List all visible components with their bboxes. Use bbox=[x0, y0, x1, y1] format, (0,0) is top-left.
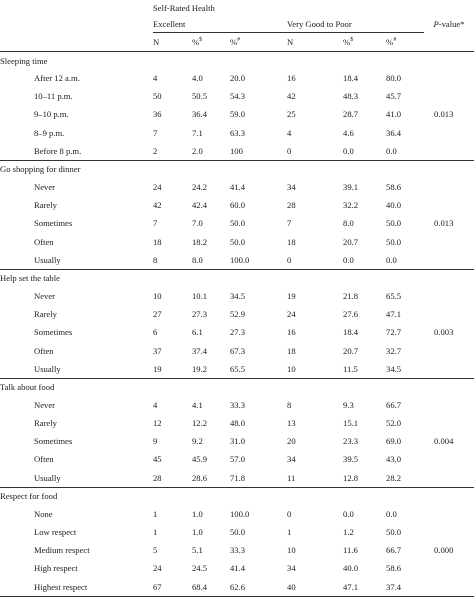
table-cell: 19 bbox=[287, 290, 296, 301]
table-cell: 67.3 bbox=[230, 345, 246, 356]
table-cell: 0.0 bbox=[343, 508, 354, 519]
p-value-blank bbox=[424, 450, 474, 468]
p-value-blank bbox=[424, 69, 474, 87]
table-cell: 50.0 bbox=[230, 236, 246, 247]
header-columns-row bbox=[0, 33, 474, 52]
row-label: Often bbox=[34, 345, 54, 356]
row-label: After 12 a.m. bbox=[34, 73, 80, 84]
table-row bbox=[0, 396, 474, 414]
table-row bbox=[0, 87, 474, 105]
table-cell: 7 bbox=[153, 218, 158, 229]
row-label: 8–9 p.m. bbox=[34, 127, 65, 138]
table-cell: 45.9 bbox=[192, 454, 208, 465]
table-cell: 52.0 bbox=[386, 418, 402, 429]
header-excellent: Excellent bbox=[153, 16, 287, 33]
table-cell: 39.1 bbox=[343, 182, 359, 193]
table-cell: 16 bbox=[287, 327, 296, 338]
row-label: Rarely bbox=[34, 200, 57, 211]
table-row bbox=[0, 142, 474, 161]
table-cell: 24 bbox=[153, 182, 162, 193]
table-cell: 0.0 bbox=[343, 142, 386, 161]
table-cell: 59.0 bbox=[230, 109, 246, 120]
table-cell: 42.4 bbox=[192, 200, 208, 211]
table-cell: 33.3 bbox=[230, 399, 246, 410]
table-cell: 23.3 bbox=[343, 436, 359, 447]
row-label: Usually bbox=[0, 360, 153, 379]
table-cell: 0 bbox=[287, 251, 343, 270]
p-value-blank bbox=[424, 559, 474, 577]
table-cell: 10 bbox=[287, 545, 296, 556]
table-cell: 50.5 bbox=[192, 91, 208, 102]
table-cell: 0.0 bbox=[386, 508, 397, 519]
table-cell: 1.0 bbox=[192, 527, 203, 538]
p-value-blank bbox=[424, 142, 474, 161]
col-n-poor: N bbox=[287, 33, 343, 52]
table-cell: 36 bbox=[153, 109, 162, 120]
table-cell: 16 bbox=[287, 73, 296, 84]
table-cell: 50 bbox=[153, 91, 162, 102]
table-cell: 21.8 bbox=[343, 290, 359, 301]
table-cell: 5 bbox=[153, 545, 158, 556]
table-cell: 50.0 bbox=[386, 527, 402, 538]
table-cell: 28.6 bbox=[192, 469, 230, 488]
table-cell: 71.8 bbox=[230, 469, 287, 488]
p-value-blank bbox=[424, 341, 474, 359]
table-cell: 39.5 bbox=[343, 454, 359, 465]
table-cell: 27.3 bbox=[192, 309, 208, 320]
p-value-cell: 0.000 bbox=[434, 545, 454, 556]
table-cell: 65.5 bbox=[230, 360, 287, 379]
table-cell: 31.0 bbox=[230, 436, 246, 447]
p-value-cell: 0.004 bbox=[434, 436, 454, 447]
table-row bbox=[0, 559, 474, 577]
table-cell: 18.4 bbox=[343, 327, 359, 338]
table-cell: 2 bbox=[153, 142, 192, 161]
table-cell: 54.3 bbox=[230, 91, 246, 102]
table-row bbox=[0, 196, 474, 214]
table-cell: 18 bbox=[153, 236, 162, 247]
table-cell: 10.1 bbox=[192, 290, 208, 301]
p-value-blank bbox=[424, 469, 474, 488]
table-cell: 41.4 bbox=[230, 563, 246, 574]
table-cell: 24 bbox=[287, 309, 296, 320]
table-cell: 48.3 bbox=[343, 91, 359, 102]
table-cell: 66.7 bbox=[386, 545, 402, 556]
p-value-blank bbox=[424, 287, 474, 305]
table-cell: 41.0 bbox=[386, 109, 402, 120]
row-label: Low respect bbox=[34, 527, 77, 538]
table-row bbox=[0, 432, 474, 450]
table-cell: 42 bbox=[153, 200, 162, 211]
header-very-good-to-poor: Very Good to Poor bbox=[287, 16, 424, 33]
p-value-blank bbox=[424, 87, 474, 105]
section-title: Talk about food bbox=[0, 382, 55, 393]
table-row bbox=[0, 505, 474, 523]
table-cell: 40 bbox=[287, 578, 343, 597]
table-row bbox=[0, 469, 474, 488]
table-cell: 28 bbox=[153, 469, 192, 488]
table-cell: 15.1 bbox=[343, 418, 359, 429]
row-label: Usually bbox=[0, 251, 153, 270]
table-cell: 80.0 bbox=[386, 73, 402, 84]
table-cell: 1.0 bbox=[192, 508, 203, 519]
table-cell: 65.5 bbox=[386, 290, 402, 301]
table-header bbox=[0, 0, 474, 52]
table-cell: 1.2 bbox=[343, 527, 354, 538]
table-cell: 7 bbox=[287, 218, 292, 229]
section-header-row bbox=[0, 378, 474, 396]
table-cell: 18.2 bbox=[192, 236, 208, 247]
table-cell: 60.0 bbox=[230, 200, 246, 211]
table-cell: 34 bbox=[287, 454, 296, 465]
table-cell: 10 bbox=[153, 290, 162, 301]
table-cell: 25 bbox=[287, 109, 296, 120]
table-cell: 8.0 bbox=[343, 218, 354, 229]
section-title: Sleeping time bbox=[0, 55, 48, 66]
table-cell: 0 bbox=[287, 508, 292, 519]
table-cell: 4 bbox=[287, 127, 292, 138]
table-row bbox=[0, 69, 474, 87]
table-cell: 37 bbox=[153, 345, 162, 356]
table-cell: 58.6 bbox=[386, 182, 402, 193]
table-cell: 57.0 bbox=[230, 454, 246, 465]
p-value-blank bbox=[424, 360, 474, 379]
table-cell: 6 bbox=[153, 327, 158, 338]
table-cell: 8.0 bbox=[192, 251, 230, 270]
table-cell: 50.0 bbox=[230, 527, 246, 538]
row-label: Sometimes bbox=[34, 327, 73, 338]
header-group-title: Self-Rated Health bbox=[153, 3, 215, 13]
table-cell: 18 bbox=[287, 345, 296, 356]
table-cell: 62.6 bbox=[230, 578, 287, 597]
table-cell: 36.4 bbox=[386, 127, 402, 138]
table-cell: 69.0 bbox=[386, 436, 402, 447]
col-pct2-poor: %# bbox=[386, 33, 424, 52]
table-cell: 40.0 bbox=[386, 200, 402, 211]
table-cell: 9.2 bbox=[192, 436, 203, 447]
table-cell: 7.1 bbox=[192, 127, 203, 138]
table-cell: 12.2 bbox=[192, 418, 208, 429]
table-cell: 11.5 bbox=[343, 360, 386, 379]
row-label: Sometimes bbox=[34, 218, 73, 229]
section-header-row bbox=[0, 487, 474, 505]
table-cell: 9.3 bbox=[343, 399, 354, 410]
p-value-blank bbox=[424, 578, 474, 597]
table-cell: 1 bbox=[153, 508, 158, 519]
table-cell: 28.2 bbox=[386, 469, 424, 488]
p-value-blank bbox=[424, 414, 474, 432]
section-title: Go shopping for dinner bbox=[0, 164, 81, 175]
row-label: Never bbox=[34, 182, 55, 193]
table-row bbox=[0, 105, 474, 123]
table-cell: 24 bbox=[153, 563, 162, 574]
table-row bbox=[0, 341, 474, 359]
table-cell: 48.0 bbox=[230, 418, 246, 429]
table-cell: 4.1 bbox=[192, 399, 203, 410]
row-label: Rarely bbox=[34, 418, 57, 429]
row-label: None bbox=[34, 508, 53, 519]
row-label: Rarely bbox=[34, 309, 57, 320]
header-p-value: P-value* bbox=[433, 19, 465, 30]
section-header-row bbox=[0, 269, 474, 287]
table-row bbox=[0, 251, 474, 270]
table-cell: 27.6 bbox=[343, 309, 359, 320]
table-cell: 34 bbox=[287, 182, 296, 193]
table-row bbox=[0, 450, 474, 468]
table-cell: 1 bbox=[287, 527, 292, 538]
table-cell: 7 bbox=[153, 127, 158, 138]
table-cell: 45.7 bbox=[386, 91, 402, 102]
table-cell: 19 bbox=[153, 360, 192, 379]
table-cell: 20.7 bbox=[343, 236, 359, 247]
table-cell: 72.7 bbox=[386, 327, 402, 338]
table-row bbox=[0, 214, 474, 232]
table-cell: 4 bbox=[153, 399, 158, 410]
table-row bbox=[0, 323, 474, 341]
table-cell: 11 bbox=[287, 469, 343, 488]
table-cell: 11.6 bbox=[343, 545, 358, 556]
row-label: Never bbox=[34, 290, 55, 301]
table-cell: 10 bbox=[287, 360, 343, 379]
table-row bbox=[0, 287, 474, 305]
table-cell: 18 bbox=[287, 236, 296, 247]
table-cell: 4.6 bbox=[343, 127, 354, 138]
table-cell: 4.0 bbox=[192, 73, 203, 84]
table-cell: 32.7 bbox=[386, 345, 402, 356]
p-value-blank bbox=[424, 251, 474, 270]
table-cell: 27 bbox=[153, 309, 162, 320]
p-value-blank bbox=[424, 124, 474, 142]
p-value-blank bbox=[424, 178, 474, 196]
table-cell: 12.8 bbox=[343, 469, 386, 488]
table-cell: 67 bbox=[153, 578, 192, 597]
table-cell: 34.5 bbox=[386, 360, 424, 379]
table-cell: 8 bbox=[153, 251, 192, 270]
table-cell: 13 bbox=[287, 418, 296, 429]
table-cell: 36.4 bbox=[192, 109, 208, 120]
table-cell: 0.0 bbox=[386, 251, 424, 270]
table-cell: 18.4 bbox=[343, 73, 359, 84]
table-cell: 68.4 bbox=[192, 578, 230, 597]
p-value-blank bbox=[424, 233, 474, 251]
table-cell: 5.1 bbox=[192, 545, 203, 556]
row-label: Often bbox=[34, 236, 54, 247]
table-cell: 41.4 bbox=[230, 182, 246, 193]
section-title: Respect for food bbox=[0, 491, 58, 502]
table-cell: 28 bbox=[287, 200, 296, 211]
table-cell: 37.4 bbox=[386, 578, 424, 597]
table-row bbox=[0, 124, 474, 142]
table-cell: 100.0 bbox=[230, 508, 250, 519]
table-cell: 50.0 bbox=[386, 236, 402, 247]
table-cell: 1 bbox=[153, 527, 158, 538]
table-cell: 20.0 bbox=[230, 73, 246, 84]
table-cell: 0.0 bbox=[386, 142, 424, 161]
table-cell: 40.0 bbox=[343, 563, 359, 574]
section-header-row bbox=[0, 160, 474, 178]
section-header-row bbox=[0, 52, 474, 70]
p-value-blank bbox=[424, 523, 474, 541]
table-cell: 52.9 bbox=[230, 309, 246, 320]
table-row bbox=[0, 414, 474, 432]
table-cell: 20 bbox=[287, 436, 296, 447]
col-pct1-poor: %$ bbox=[343, 33, 386, 52]
table-cell: 42 bbox=[287, 91, 296, 102]
p-value-blank bbox=[424, 505, 474, 523]
table-cell: 4 bbox=[153, 73, 158, 84]
row-label: Before 8 p.m. bbox=[0, 142, 153, 161]
header-blank bbox=[0, 0, 153, 16]
table-row bbox=[0, 305, 474, 323]
table-cell: 47.1 bbox=[386, 309, 402, 320]
table-cell: 19.2 bbox=[192, 360, 230, 379]
p-value-blank bbox=[424, 305, 474, 323]
table-cell: 7.0 bbox=[192, 218, 203, 229]
table-cell: 100 bbox=[230, 142, 287, 161]
table-cell: 28.7 bbox=[343, 109, 359, 120]
table-cell: 47.1 bbox=[343, 578, 386, 597]
table-cell: 0.0 bbox=[343, 251, 386, 270]
table-cell: 37.4 bbox=[192, 345, 208, 356]
table-cell: 24.5 bbox=[192, 563, 208, 574]
p-value-blank bbox=[424, 196, 474, 214]
table-cell: 100.0 bbox=[230, 251, 287, 270]
p-value-cell: 0.003 bbox=[434, 327, 454, 338]
table-row bbox=[0, 178, 474, 196]
row-label: 10–11 p.m. bbox=[34, 91, 73, 102]
table-cell: 12 bbox=[153, 418, 162, 429]
table-body bbox=[0, 52, 474, 597]
row-label: Highest respect bbox=[0, 578, 153, 597]
table-cell: 33.3 bbox=[230, 545, 246, 556]
row-label: Never bbox=[34, 399, 55, 410]
col-pct2-excellent: %# bbox=[230, 33, 287, 52]
table-cell: 9 bbox=[153, 436, 158, 447]
table-cell: 8 bbox=[287, 399, 292, 410]
table-cell: 45 bbox=[153, 454, 162, 465]
row-label: 9–10 p.m. bbox=[34, 109, 69, 120]
table-row bbox=[0, 523, 474, 541]
col-n-excellent: N bbox=[153, 33, 192, 52]
table-cell: 63.3 bbox=[230, 127, 246, 138]
table-cell: 58.6 bbox=[386, 563, 402, 574]
table-cell: 32.2 bbox=[343, 200, 359, 211]
col-pct1-excellent: %$ bbox=[192, 33, 230, 52]
table-cell: 50.0 bbox=[386, 218, 402, 229]
table-cell: 43.0 bbox=[386, 454, 402, 465]
table-cell: 50.0 bbox=[230, 218, 246, 229]
p-value-cell: 0.013 bbox=[434, 109, 454, 120]
table-cell: 0 bbox=[287, 142, 343, 161]
table-cell: 34 bbox=[287, 563, 296, 574]
section-title: Help set the table bbox=[0, 273, 60, 284]
table-cell: 20.7 bbox=[343, 345, 359, 356]
table-cell: 27.3 bbox=[230, 327, 246, 338]
row-label: Sometimes bbox=[34, 436, 73, 447]
row-label: Often bbox=[34, 454, 54, 465]
table-row bbox=[0, 360, 474, 379]
table-cell: 66.7 bbox=[386, 399, 402, 410]
table-cell: 24.2 bbox=[192, 182, 208, 193]
table-row bbox=[0, 541, 474, 559]
row-label: High respect bbox=[34, 563, 78, 574]
table-cell: 34.5 bbox=[230, 290, 246, 301]
table-cell: 6.1 bbox=[192, 327, 203, 338]
table-row bbox=[0, 578, 474, 597]
p-value-blank bbox=[424, 396, 474, 414]
row-label: Usually bbox=[0, 469, 153, 488]
row-label: Medium respect bbox=[34, 545, 90, 556]
table-cell: 2.0 bbox=[192, 142, 230, 161]
p-value-cell: 0.013 bbox=[434, 218, 454, 229]
table-row bbox=[0, 233, 474, 251]
